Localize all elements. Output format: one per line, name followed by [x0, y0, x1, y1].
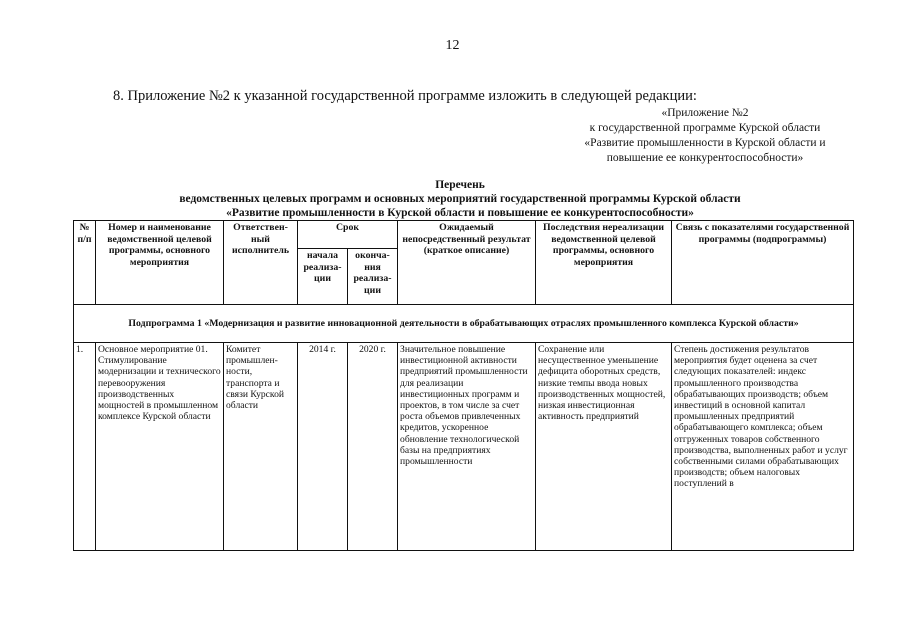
row-executor: Комитет промышлен-ности, транспорта и связи Курской области: [224, 343, 298, 551]
page-number: 12: [445, 38, 460, 53]
title-line-3: «Развитие промышленности в Курской области и повышение ее конкурентоспособности»: [226, 207, 694, 219]
document-title: [60, 178, 860, 220]
title-line-2: ведомственных целевых программ и основных мероприятий государственной программы Курской области: [179, 193, 741, 205]
header-end: оконча-ния реализа-ции: [348, 249, 398, 305]
row-indicators: Степень достижения результатов мероприятия будет оценена за счет следующих показателей: индекс промышленного производства обрабатывающих производств; объем инвестиций в основной капитал промышленных предприятий обрабатывающего комплекса; объем отгруженных товаров собственного производства, выполненных работ и услуг собственными силами обрабатывающих производств; объем налоговых поступлений в: [672, 343, 854, 551]
appendix-line-2: к государственной программе Курской области: [589, 122, 821, 134]
header-indicators: Связь с показателями государственной программы (подпрограммы): [672, 221, 854, 305]
header-consequences: Последствия нереализации ведомственной целевой программы, основного мероприятия: [536, 221, 672, 305]
appendix-line-1: «Приложение №2: [661, 107, 749, 119]
amendment-paragraph: 8. Приложение №2 к указанной государственной программе изложить в следующей редакции:: [113, 88, 697, 104]
row-start: 2014 г.: [298, 343, 348, 551]
header-result: Ожидаемый непосредственный результат (краткое описание): [398, 221, 536, 305]
row-num: 1.: [74, 343, 96, 551]
header-start: начала реализа-ции: [298, 249, 348, 305]
header-num: № п/п: [74, 221, 96, 305]
header-name: Номер и наименование ведомственной целевой программы, основного мероприятия: [96, 221, 224, 305]
header-term: Срок: [298, 221, 398, 249]
header-executor: Ответствен-ный исполнитель: [224, 221, 298, 305]
row-name: Основное мероприятие 01. Стимулирование модернизации и технического перевооружения производственных мощностей в промышленном комплексе Курской области: [96, 343, 224, 551]
programs-table: [73, 220, 854, 551]
row-consequences: Сохранение или несущественное уменьшение дефицита оборотных средств, низкие темпы ввода новых производственных мощностей, низкая инвестиционная активность предприятий: [536, 343, 672, 551]
appendix-heading: [560, 106, 850, 166]
row-result: Значительное повышение инвестиционной активности предприятий промышленности для реализации инвестиционных программ и проектов, в том числе за счет роста объемов привлеченных кредитов, ускоренное обновление технологической базы на предприятиях промышленности: [398, 343, 536, 551]
subprogram-row: Подпрограмма 1 «Модернизация и развитие инновационной деятельности в обрабатывающих отраслях промышленного комплекса Курской области»: [74, 305, 854, 343]
appendix-line-4: повышение ее конкурентоспособности»: [606, 152, 804, 164]
appendix-line-3: «Развитие промышленности в Курской области и: [584, 137, 826, 149]
title-line-1: Перечень: [435, 179, 485, 191]
row-end: 2020 г.: [348, 343, 398, 551]
